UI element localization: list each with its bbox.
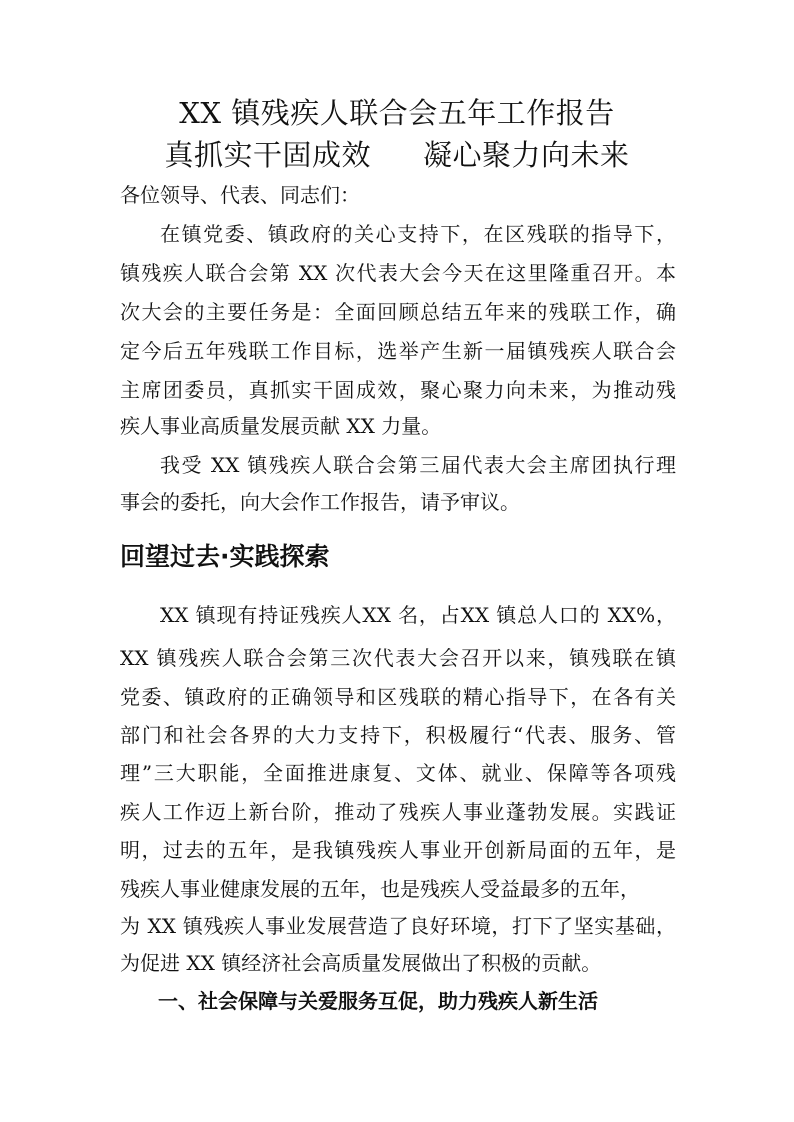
- paragraph-line: 次大会的主要任务是：全面回顾总结五年来的残联工作，确: [120, 300, 676, 324]
- paragraph-line: 疾人事业高质量发展贡献 XX 力量。: [120, 414, 442, 438]
- section-heading: 回望过去·实践探索: [120, 542, 330, 571]
- paragraph-line: 明，过去的五年，是我镇残疾人事业开创新局面的五年，是: [120, 838, 676, 862]
- subtitle-part-2: 凝心聚力向未来: [423, 138, 630, 172]
- paragraph-line: 镇残疾人联合会第 XX 次代表大会今天在这里隆重召开。本: [120, 261, 676, 285]
- document-title: XX 镇残疾人联合会五年工作报告: [179, 96, 615, 130]
- paragraph-line: XX 镇现有持证残疾人XX 名，占XX 镇总人口的 XX%，: [160, 603, 676, 627]
- sub-heading: 一、社会保障与关爱服务互促，助力残疾人新生活: [158, 989, 598, 1013]
- salutation: 各位领导、代表、同志们：: [120, 183, 360, 207]
- paragraph-line: 主席团委员，真抓实干固成效，聚心聚力向未来，为推动残: [120, 378, 676, 402]
- paragraph-line: 事会的委托，向大会作工作报告，请予审议。: [120, 490, 520, 514]
- subtitle-part-1: 真抓实干固成效: [164, 138, 371, 172]
- paragraph-line: 在镇党委、镇政府的关心支持下，在区残联的指导下，: [160, 222, 676, 246]
- paragraph-line: 残疾人事业健康发展的五年，也是残疾人受益最多的五年，: [120, 877, 640, 901]
- paragraph-line: 部门和社会各界的大力支持下，积极履行“代表、服务、管: [120, 723, 676, 747]
- paragraph-line: 定今后五年残联工作目标，选举产生新一届镇残疾人联合会: [120, 339, 676, 363]
- document-subtitle: [0, 137, 794, 173]
- paragraph-line: 理”三大职能，全面推进康复、文体、就业、保障等各项残: [120, 761, 676, 785]
- paragraph-line: 为 XX 镇残疾人事业发展营造了良好环境，打下了坚实基础，: [120, 914, 676, 938]
- paragraph-line: 党委、镇政府的正确领导和区残联的精心指导下，在各有关: [120, 685, 676, 709]
- paragraph-line: XX 镇残疾人联合会第三次代表大会召开以来，镇残联在镇: [120, 646, 676, 670]
- paragraph-line: 疾人工作迈上新台阶，推动了残疾人事业蓬勃发展。实践证: [120, 800, 676, 824]
- paragraph-line: 为促进 XX 镇经济社会高质量发展做出了积极的贡献。: [120, 951, 602, 975]
- paragraph-line: 我受 XX 镇残疾人联合会第三届代表大会主席团执行理: [160, 453, 676, 477]
